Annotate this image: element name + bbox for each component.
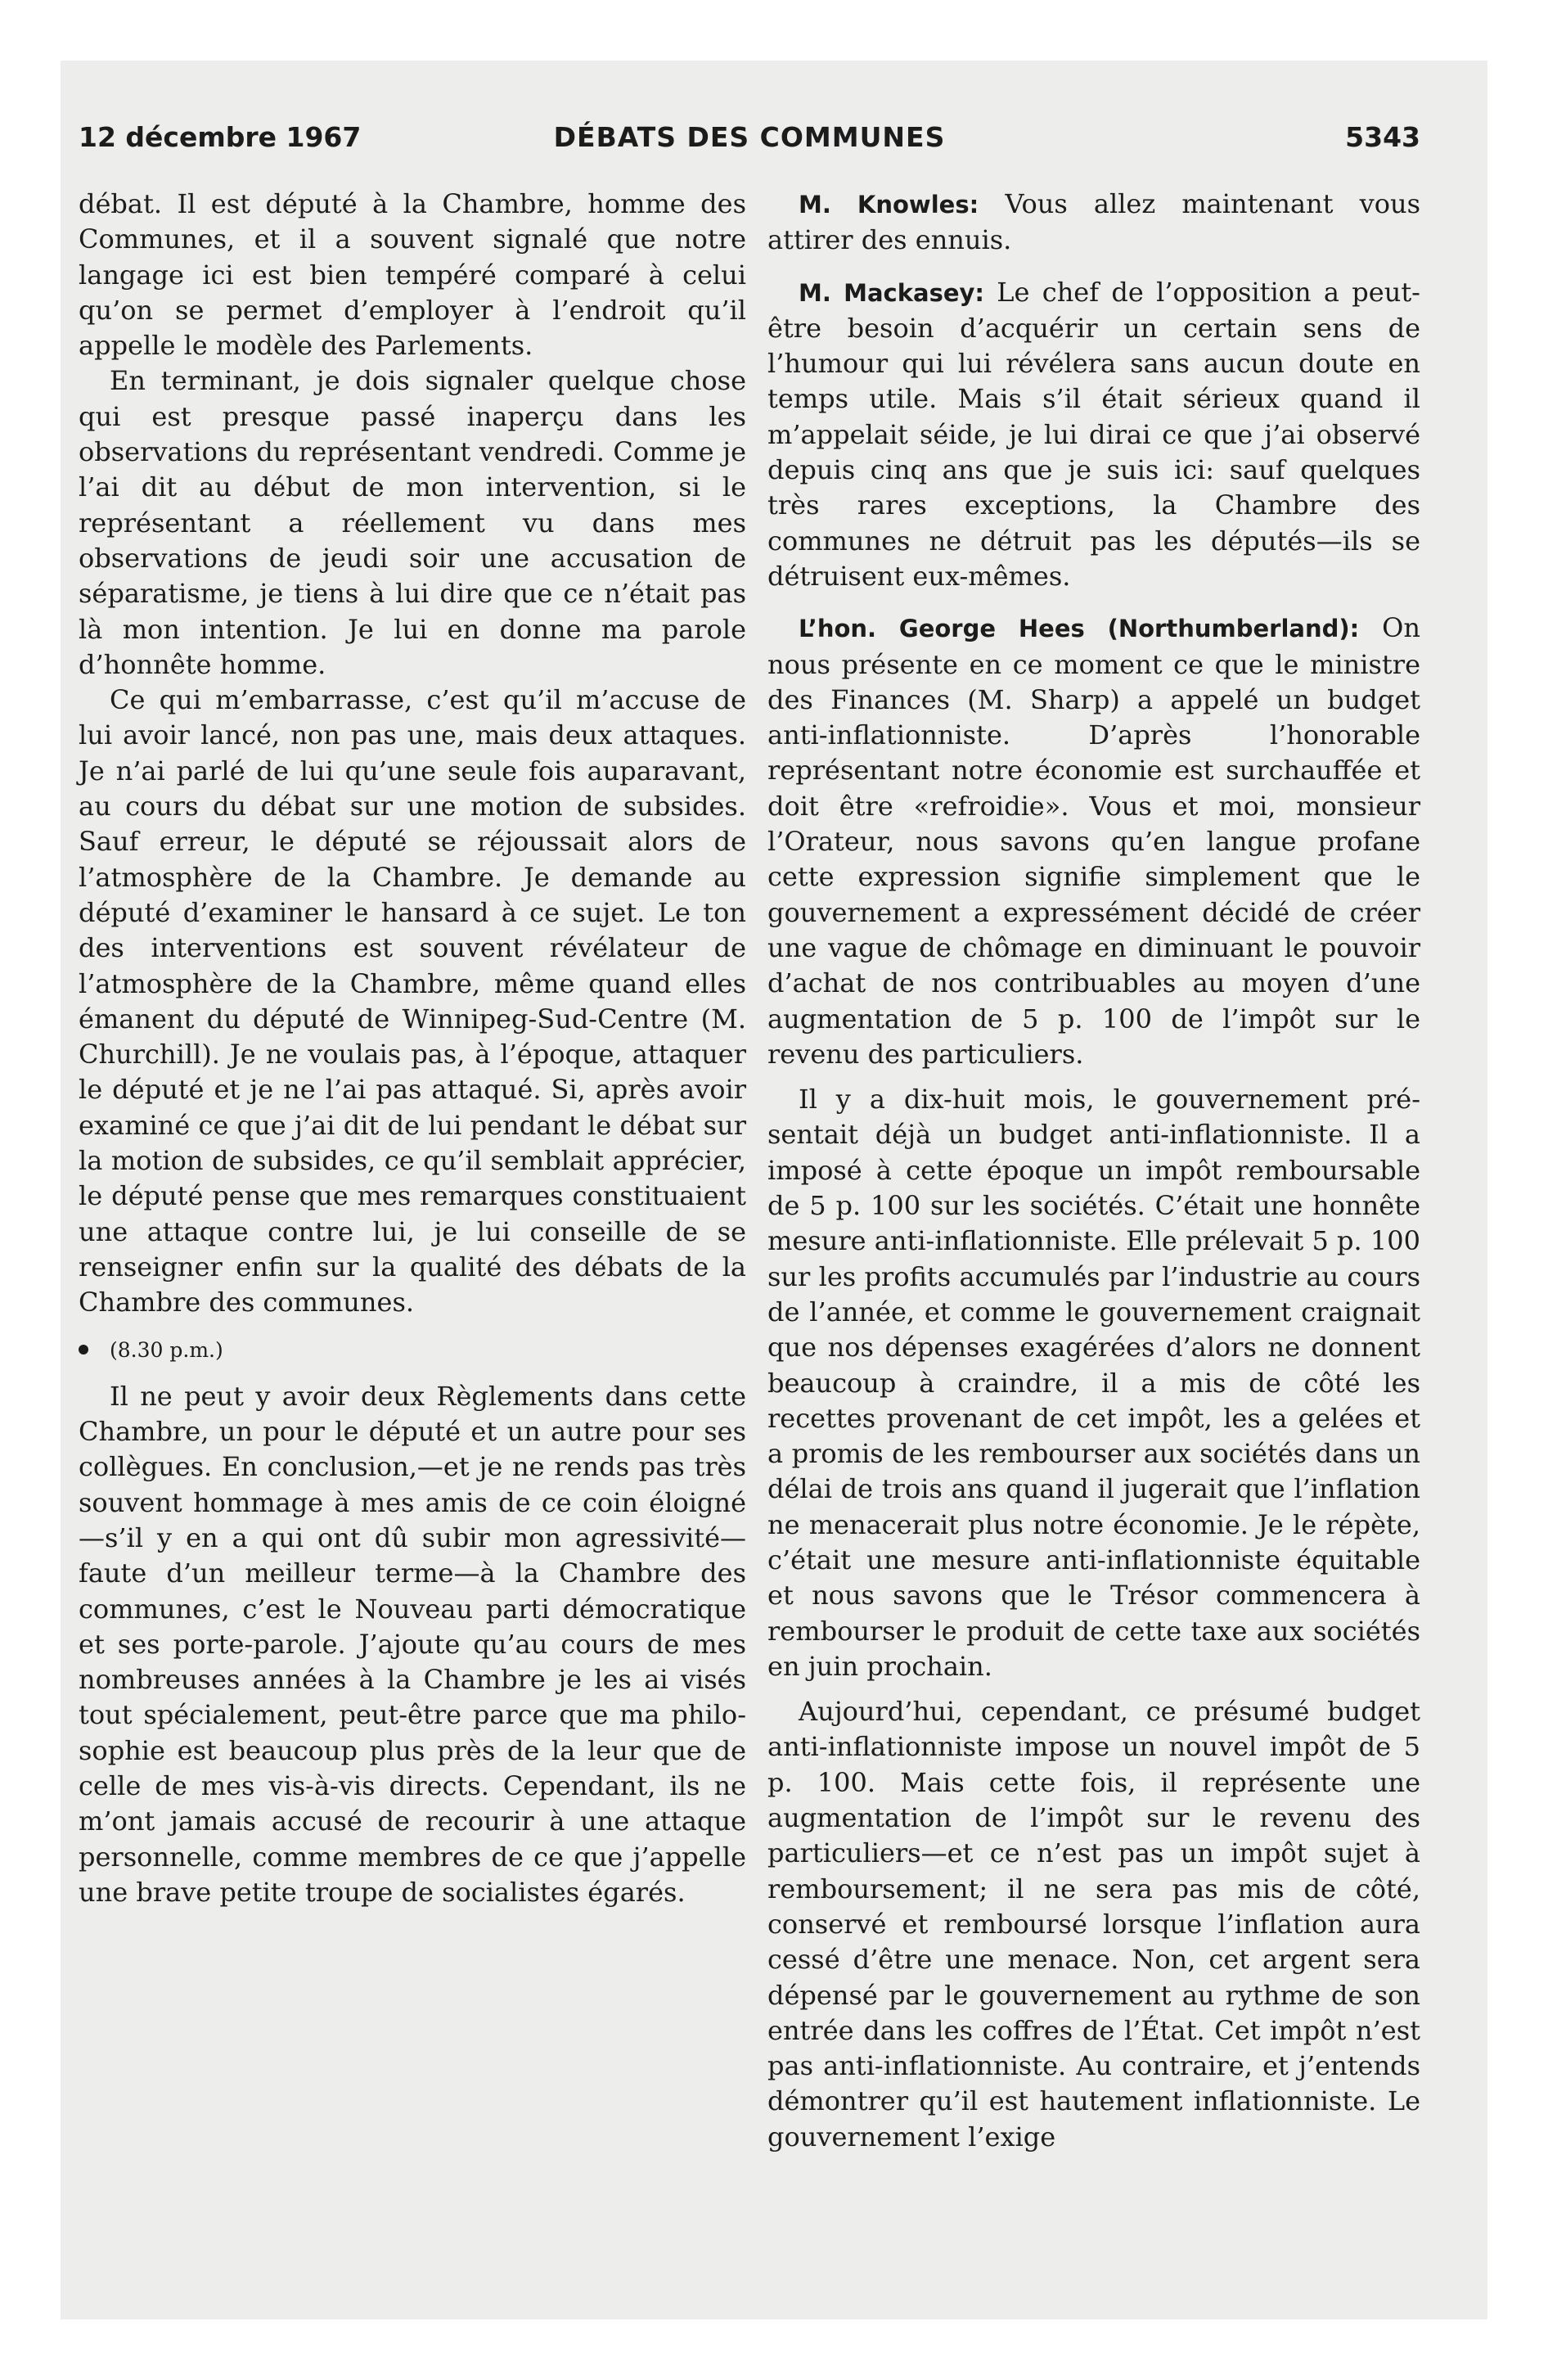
left-column xyxy=(79,187,746,1910)
page-header xyxy=(79,121,1420,170)
time-marker xyxy=(79,1332,746,1368)
left-paragraph-2: En terminant, je dois signaler quelque chose qui est presque passé inaperçu dans les observations du représentant vendredi. Comme je l’ai dit au début de mon intervention, si le représentant a réellement vu dans mes observations de jeudi soir une accusation de séparatisme, je tiens à lui dire que ce n’était pas là mon intention. Je lui en donne ma parole d’honnête homme. xyxy=(79,365,746,680)
speaker-name: M. Knowles: xyxy=(799,191,979,219)
speaker-name: L’hon. George Hees (Northumberland): xyxy=(799,615,1360,643)
speech-knowles xyxy=(767,187,1420,259)
left-paragraph-1: débat. Il est député à la Chambre, homme des Communes, et il a souvent signalé que notre langage ici est bien tempéré comparé à celui qu’on se permet d’employer à l’endroit qu’il appelle le modèle des Parlements. xyxy=(79,188,746,362)
speech-text: On nous présente en ce moment ce que le ministre des Finances (M. Sharp) a appelé un budget anti-inflationniste. D’après l’honorable représentant notre économie est surchauffée et doit être «refroidie». Vous et moi, monsieur l’Orateur, nous savons qu’en langue profane cette expression signifie simplement que le gouvernement a expressément décidé de créer une vague de chômage en diminuant le pouvoir d’achat de nos contribuables au moyen d’une augmentation de 5 p. 100 de l’impôt sur le revenu des particuliers. xyxy=(767,612,1420,1070)
right-paragraph-2: Il y a dix-huit mois, le gouvernement présentait déjà un budget anti-inflationniste. Il a imposé à cette époque un impôt remboursable de 5 p. 100 sur les sociétés. C’était une honnête mesure anti-inflationniste. Elle prélevait 5 p. 100 sur les profits accumulés par l’industrie au cours de l’année, et comme le gouvernement craignait que nos dépenses exagérées d’alors ne donnent beaucoup à craindre, il a mis de côté les recettes provenant de cet impôt, les a gelées et a promis de les rembourser aux sociétés dans un délai de trois ans quand il jugerait que l’inflation ne menacerait plus notre économie. Je le répète, c’était une mesure anti-inflationniste équitable et nous savons que le Trésor commencera à rembourser le produit de cette taxe aux sociétés en juin prochain. xyxy=(767,1084,1420,1682)
right-paragraph-3: Aujourd’hui, cependant, ce présumé budget anti-inflationniste impose un nouvel impôt de 5 p. 100. Mais cette fois, il représente une augmentation de l’impôt sur le revenu des particuliers—et ce n’est pas un impôt sujet à remboursement; il ne sera pas mis de côté, conservé et remboursé lorsque l’inflation aura cessé d’être une menace. Non, cet argent sera dépensé par le gouvernement au rythme de son entrée dans les coffres de l’État. Cet impôt n’est pas anti-inflationniste. Au contraire, et j’entends démontrer qu’il est hautement inflationniste. Le gouvernement l’exige xyxy=(767,1696,1420,2152)
header-title: DÉBATS DES COMMUNES xyxy=(553,121,946,153)
header-date: 12 décembre 1967 xyxy=(79,121,362,153)
speech-hees xyxy=(767,611,1420,1072)
speaker-name: M. Mackasey: xyxy=(799,278,984,307)
page-number: 5343 xyxy=(1345,121,1420,153)
time-stamp: (8.30 p.m.) xyxy=(110,1337,223,1362)
left-paragraph-4: Il ne peut y avoir deux Règlements dans cette Chambre, un pour le député et un autre pour ses collègues. En conclusion,—et je ne rends pas très souvent hommage à mes amis de ce coin éloigné—s’il y en a qui ont dû subir mon agressivité—faute d’un meilleur terme—à la Chambre des communes, c’est le Nouveau parti démocratique et ses porte-parole. J’ajoute qu’au cours de mes nombreuses années à la Chambre je les ai visés tout spécialement, peut-être parce que ma philosophie est beaucoup plus près de la leur que de celle de mes vis-à-vis directs. Cependant, ils ne m’ont jamais accusé de recourir à une attaque personnelle, comme membres de ce que j’appelle une brave petite troupe de socialistes égarés. xyxy=(79,1380,746,1908)
left-paragraph-3: Ce qui m’embarrasse, c’est qu’il m’accuse de lui avoir lancé, non pas une, mais deux attaques. Je n’ai parlé de lui qu’une seule fois auparavant, au cours du débat sur une motion de subsides. Sauf erreur, le député se réjoussait alors de l’atmosphère de la Chambre. Je demande au député d’examiner le hansard à ce sujet. Le ton des interventions est souvent révélateur de l’atmosphère de la Chambre, même quand elles émanent du député de Winnipeg-Sud-Centre (M. Churchill). Je ne voulais pas, à l’époque, attaquer le député et je ne l’ai pas attaqué. Si, après avoir examiné ce que j’ai dit de lui pendant le débat sur la motion de subsides, ce qu’il semblait apprécier, le député pense que mes remarques constituaient une attaque contre lui, je lui conseille de se renseigner enfin sur la qualité des débats de la Chambre des communes. xyxy=(79,684,746,1318)
speech-text: Le chef de l’opposition a peut-être besoin d’acquérir un certain sens de l’humour qui lui révélera sans aucun doute en temps utile. Mais s’il était sérieux quand il m’appelait séide, je lui dirai ce que j’ai observé depuis cinq ans que je suis ici: sauf quelques très rares exceptions, la Chambre des communes ne détruit pas les députés—ils se détruisent eux-mêmes. xyxy=(767,276,1420,592)
speech-mackasey xyxy=(767,275,1420,595)
speech-text: Vous allez maintenant vous attirer des ennuis. xyxy=(767,188,1421,256)
bullet-icon xyxy=(79,1345,88,1355)
right-column xyxy=(767,187,1420,2155)
